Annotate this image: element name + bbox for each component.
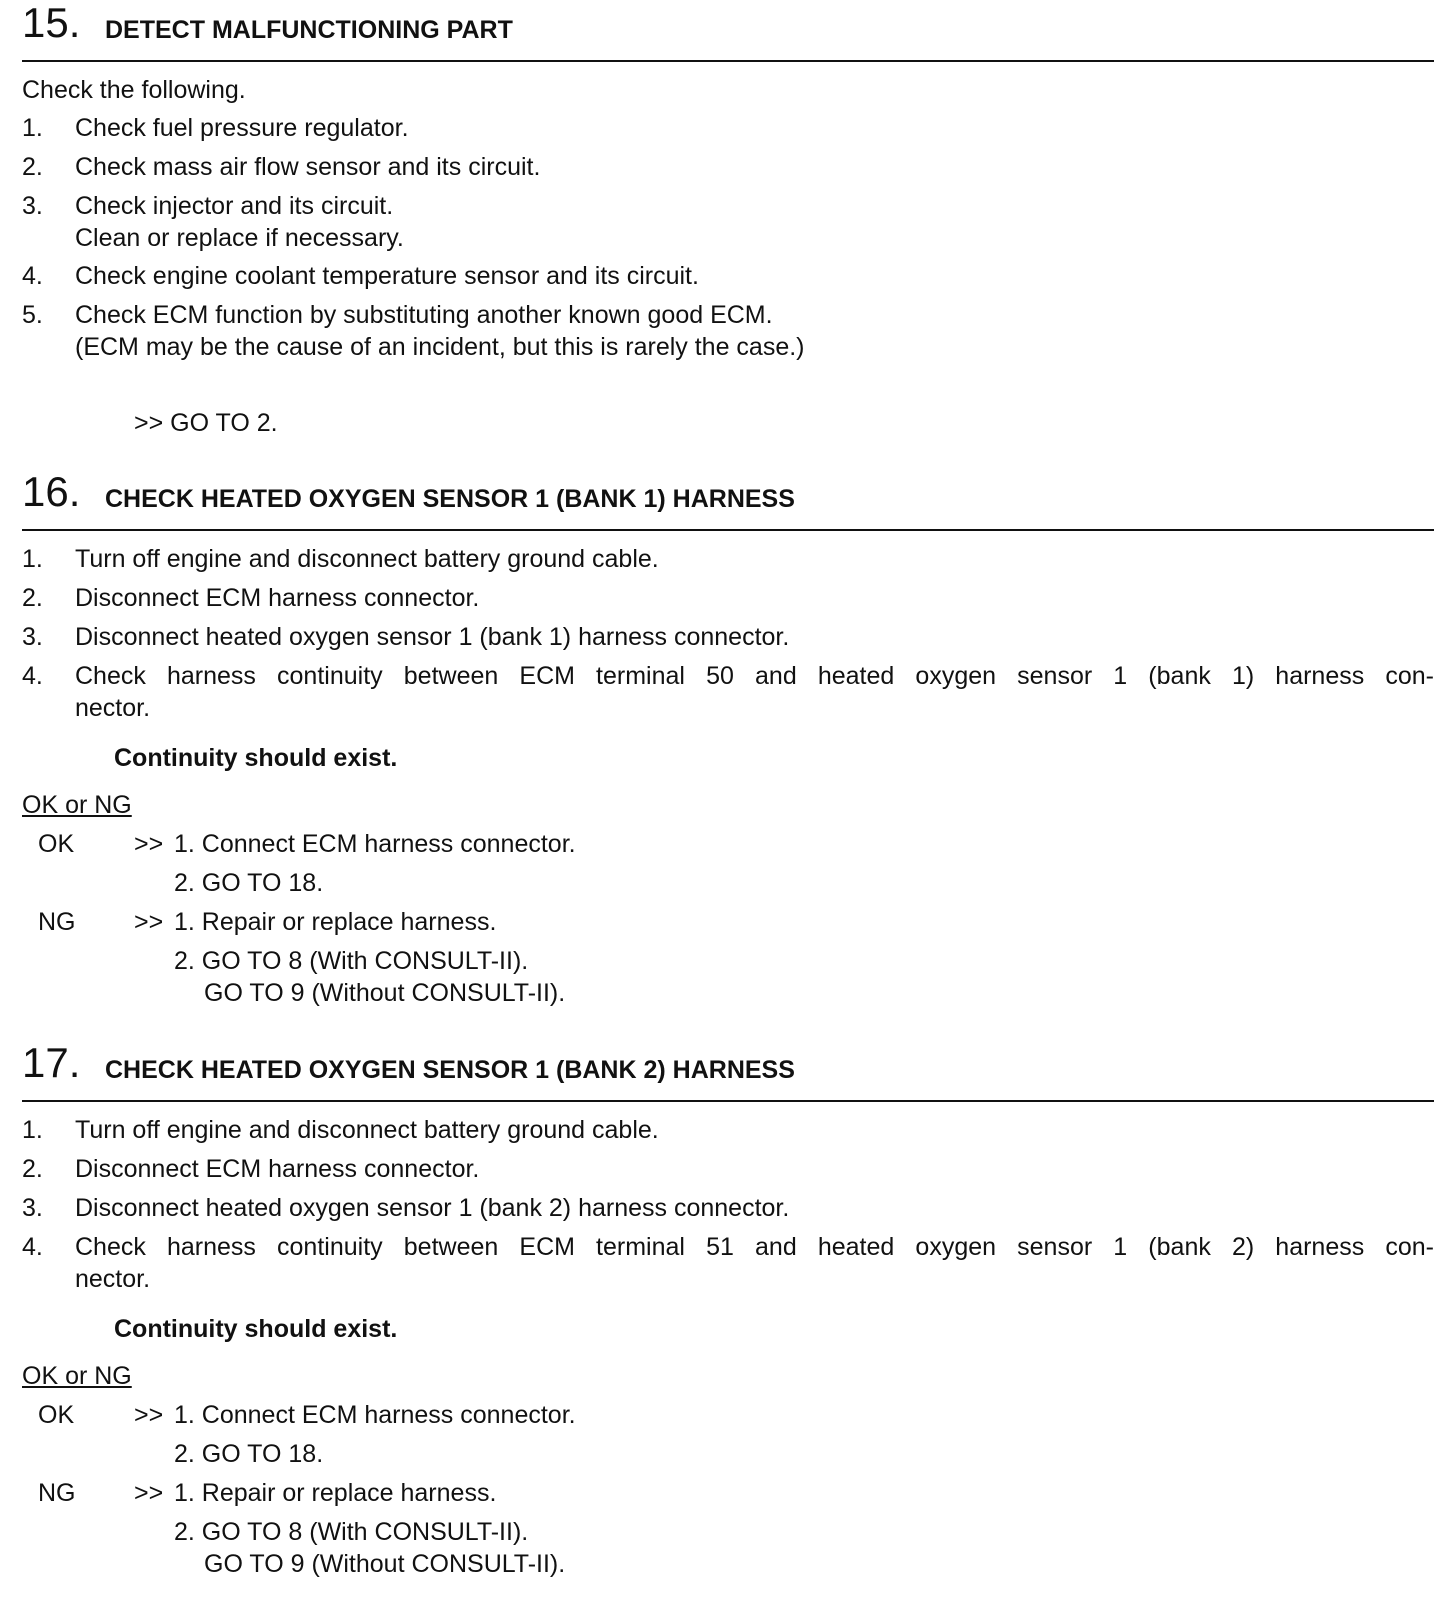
specification: Continuity should exist. — [114, 1315, 398, 1343]
ok-action: 1. Connect ECM harness connector. — [174, 830, 576, 858]
section-17-number: 17. — [22, 1039, 81, 1086]
goto-link: >> GO TO 2. — [134, 409, 278, 437]
step-number: 3. — [22, 1194, 43, 1222]
ok-label: OK — [38, 830, 75, 858]
step-number: 4. — [22, 662, 43, 690]
step-continuation: Clean or replace if necessary. — [75, 224, 404, 252]
step-number: 1. — [22, 114, 43, 142]
step-number: 5. — [22, 301, 43, 329]
ng-goto-alt: GO TO 9 (Without CONSULT-II). — [204, 1550, 566, 1578]
ok-label: OK — [38, 1401, 75, 1429]
section-16-number: 16. — [22, 468, 81, 515]
section-15-intro: Check the following. — [22, 76, 246, 104]
step-text: Check ECM function by substituting another known good ECM. — [75, 301, 773, 329]
step-text: Disconnect ECM harness connector. — [75, 1155, 480, 1183]
step-number: 2. — [22, 1155, 43, 1183]
ok-action: 1. Connect ECM harness connector. — [174, 1401, 576, 1429]
step-number: 4. — [22, 262, 43, 290]
step-number: 4. — [22, 1233, 43, 1261]
step-text: Check injector and its circuit. — [75, 192, 394, 220]
step-continuation: (ECM may be the cause of an incident, but this is rarely the case.) — [75, 333, 805, 361]
ng-arrow: >> — [134, 908, 164, 936]
step-number: 3. — [22, 623, 43, 651]
ng-action: 1. Repair or replace harness. — [174, 1479, 497, 1507]
section-16-header — [22, 469, 1434, 531]
step-text: Check fuel pressure regulator. — [75, 114, 409, 142]
step-number: 2. — [22, 584, 43, 612]
step-text: Check harness continuity between ECM terminal 51 and heated oxygen sensor 1 (bank 2) harness con- — [75, 1233, 1434, 1261]
ng-goto: 2. GO TO 8 (With CONSULT-II). — [174, 947, 529, 975]
ok-arrow: >> — [134, 830, 164, 858]
section-17-title: CHECK HEATED OXYGEN SENSOR 1 (BANK 2) HARNESS — [105, 1056, 795, 1084]
section-17-header — [22, 1040, 1434, 1102]
result-label: OK or NG — [22, 1362, 132, 1390]
ng-label: NG — [38, 1479, 76, 1507]
specification: Continuity should exist. — [114, 744, 398, 772]
ok-goto: 2. GO TO 18. — [174, 1440, 324, 1468]
ng-goto-alt: GO TO 9 (Without CONSULT-II). — [204, 979, 566, 1007]
section-15-number: 15. — [22, 0, 81, 46]
ok-goto: 2. GO TO 18. — [174, 869, 324, 897]
step-text: Disconnect heated oxygen sensor 1 (bank 1) harness connector. — [75, 623, 790, 651]
step-text: Check engine coolant temperature sensor and its circuit. — [75, 262, 699, 290]
step-text: Disconnect heated oxygen sensor 1 (bank 2) harness connector. — [75, 1194, 790, 1222]
step-number: 2. — [22, 153, 43, 181]
ng-arrow: >> — [134, 1479, 164, 1507]
step-number: 1. — [22, 1116, 43, 1144]
ng-goto: 2. GO TO 8 (With CONSULT-II). — [174, 1518, 529, 1546]
step-text: Check harness continuity between ECM terminal 50 and heated oxygen sensor 1 (bank 1) harness con- — [75, 662, 1434, 690]
ng-label: NG — [38, 908, 76, 936]
step-number: 3. — [22, 192, 43, 220]
section-16-title: CHECK HEATED OXYGEN SENSOR 1 (BANK 1) HARNESS — [105, 485, 795, 513]
step-continuation: nector. — [75, 694, 151, 722]
step-text: Turn off engine and disconnect battery ground cable. — [75, 1116, 659, 1144]
result-label: OK or NG — [22, 791, 132, 819]
section-15-title: DETECT MALFUNCTIONING PART — [105, 16, 513, 44]
step-continuation: nector. — [75, 1265, 151, 1293]
ng-action: 1. Repair or replace harness. — [174, 908, 497, 936]
step-text: Disconnect ECM harness connector. — [75, 584, 480, 612]
section-15-header — [22, 0, 1434, 62]
step-number: 1. — [22, 545, 43, 573]
ok-arrow: >> — [134, 1401, 164, 1429]
step-text: Check mass air flow sensor and its circuit. — [75, 153, 541, 181]
step-text: Turn off engine and disconnect battery ground cable. — [75, 545, 659, 573]
